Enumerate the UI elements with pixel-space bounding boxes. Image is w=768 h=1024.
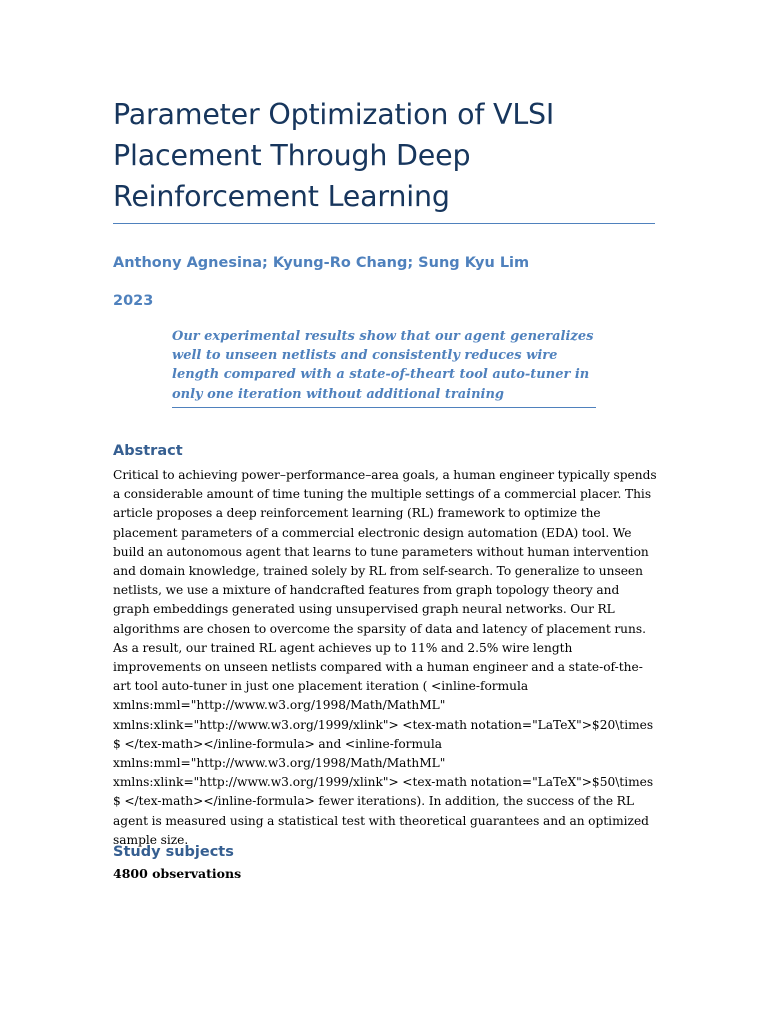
- publication-year: 2023: [113, 293, 154, 309]
- highlight-quote: Our experimental results show that our agent generalizes well to unseen netlists and consistently reduces wire length compared with a state-of-theart tool auto-tuner in only one iteration without additional training: [172, 327, 596, 408]
- abstract-text: Critical to achieving power–performance–area goals, a human engineer typically spends a considerable amount of time tuning the multiple settings of a commercial placer. This article proposes a deep reinforcement learning (RL) framework to optimize the placement parameters of a commercial electronic design automation (EDA) tool. We build an autonomous agent that learns to tune parameters without human intervention and domain knowledge, trained solely by RL from self-search. To generalize to unseen netlists, we use a mixture of handcrafted features from graph topology theory and graph embeddings generated using unsupervised graph neural networks. Our RL algorithms are chosen to overcome the sparsity of data and latency of placement runs. As a result, our trained RL agent achieves up to 11% and 2.5% wire length improvements on unseen netlists compared with a human engineer and a state-of-the-art tool auto-tuner in just one placement iteration ( <inline-formula xmlns:mml="http://www.w3.org/1998/Math/MathML" xmlns:xlink="http://www.w3.org/1999/xlink"> <tex-math notation="LaTeX">$20\times $ </tex-math></inline-formula> and <inline-formula xmlns:mml="http://www.w3.org/1998/Math/MathML" xmlns:xlink="http://www.w3.org/1999/xlink"> <tex-math notation="LaTeX">$50\times $ </tex-math></inline-formula> fewer iterations). In addition, the success of the RL agent is measured using a statistical test with theoretical guarantees and an optimized sample size.: [113, 468, 657, 847]
- paper-authors: Anthony Agnesina; Kyung-Ro Chang; Sung Kyu Lim: [113, 255, 530, 271]
- study-subjects-value: 4800 observations: [113, 866, 242, 881]
- abstract-heading: Abstract: [113, 443, 183, 459]
- paper-title: Parameter Optimization of VLSI Placement Through Deep Reinforcement Learning: [113, 98, 555, 213]
- study-subjects-heading: Study subjects: [113, 844, 234, 860]
- title-block: [113, 94, 655, 224]
